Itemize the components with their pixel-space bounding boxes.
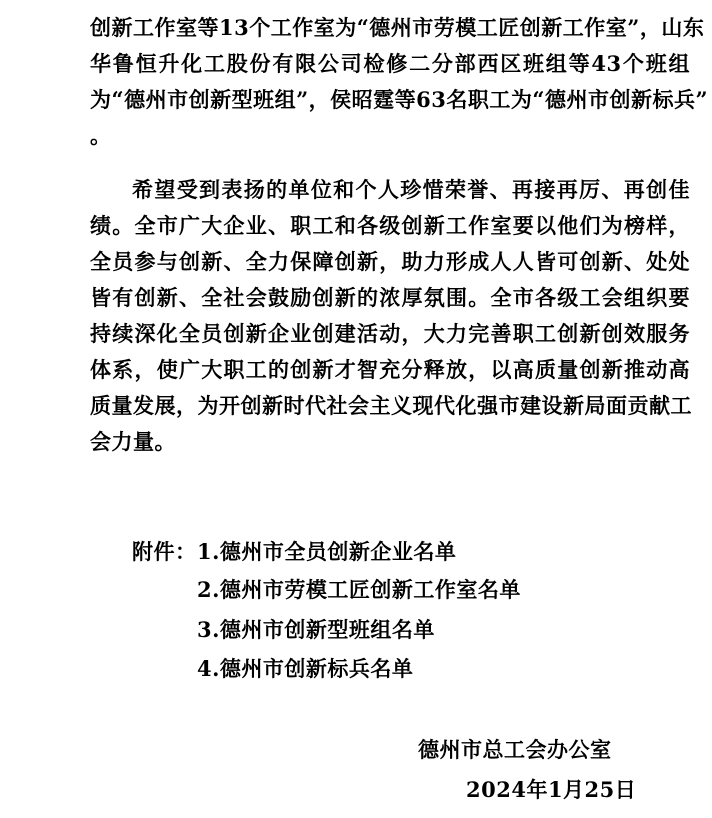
para2-line-3: 全员参与创新、全力保障创新，助力形成人人皆可创新、处处: [90, 249, 690, 274]
para1-line-3: 为“德州市创新型班组”，侯昭霆等63名职工为“德州市创新标兵”: [90, 87, 709, 112]
para1-line-2: 华鲁恒升化工股份有限公司检修二分部西区班组等43个班组: [90, 51, 690, 76]
para2-line-6: 体系，使广大职工的创新才智充分释放，以高质量创新推动高: [90, 357, 690, 382]
para1-line-1: 创新工作室等13个工作室为“德州市劳模工匠创新工作室”，山东: [90, 15, 705, 40]
attachments-label: 附件：: [132, 539, 197, 564]
para2-line-8: 会力量。: [90, 429, 176, 454]
attachment-item-4: 4.德州市创新标兵名单: [197, 656, 414, 681]
attachment-item-1: 1.德州市全员创新企业名单: [197, 539, 457, 564]
para2-line-7: 质量发展，为开创新时代社会主义现代化强市建设新局面贡献工: [90, 393, 692, 418]
para2-line-5: 持续深化全员创新企业创建活动，大力完善职工创新创效服务: [90, 321, 690, 346]
para2-line-4: 皆有创新、全社会鼓励创新的浓厚氛围。全市各级工会组织要: [90, 285, 690, 310]
attachment-item-3: 3.德州市创新型班组名单: [197, 617, 435, 642]
attachment-item-2: 2.德州市劳模工匠创新工作室名单: [197, 577, 521, 602]
para1-line-4: 。: [90, 123, 112, 148]
signature-date: 2024年1月25日: [466, 777, 637, 802]
signature-organization: 德州市总工会办公室: [418, 737, 612, 762]
para2-line-2: 绩。全市广大企业、职工和各级创新工作室要以他们为榜样，: [90, 213, 690, 238]
para2-line-1: 希望受到表扬的单位和个人珍惜荣誉、再接再厉、再创佳: [132, 177, 690, 202]
